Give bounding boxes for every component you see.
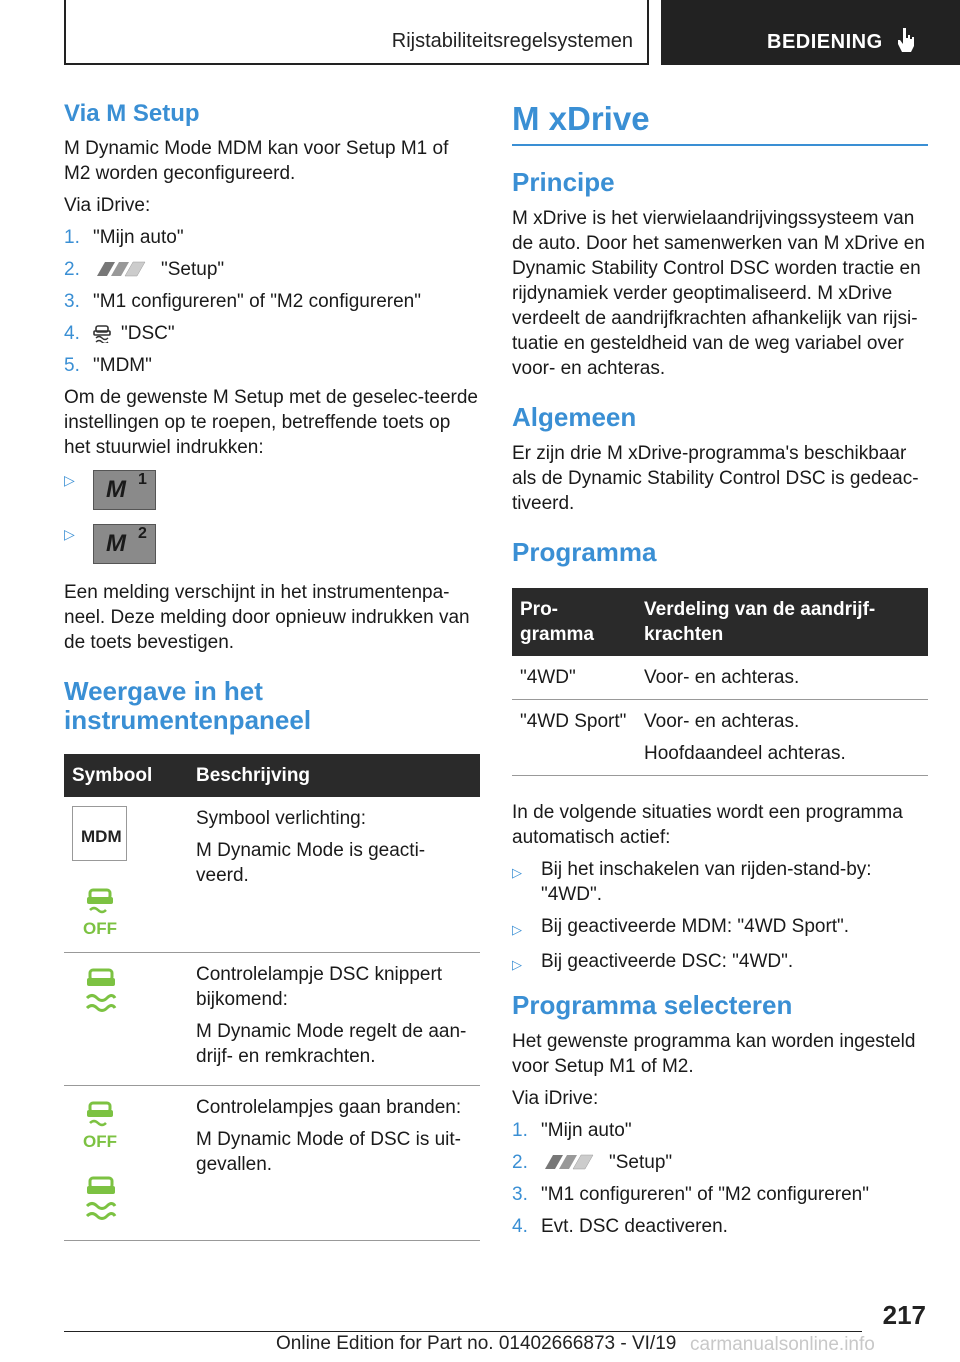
- table-row: [512, 656, 928, 700]
- triangle-bullet-icon: ▷: [512, 864, 522, 880]
- page-number: 217: [882, 1300, 926, 1330]
- dsc-warning-light-icon: [82, 1174, 120, 1224]
- m-stripes-icon: [541, 1153, 599, 1171]
- step-item: 2. "Setup": [512, 1151, 673, 1173]
- step-item: 3. "M1 configureren" of "M2 configureren": [64, 290, 421, 312]
- setup-steps: [64, 225, 480, 378]
- step-item: 5. "MDM": [64, 354, 152, 376]
- program-cell: "4WD": [512, 656, 636, 700]
- step-item: 1. "Mijn auto": [512, 1119, 632, 1141]
- description-cell: Symbool verlichting: M Dynamic Mode is geacti-veerd.: [188, 797, 480, 953]
- program-table: [512, 588, 928, 776]
- recall-text: Om de gewenste M Setup met de geselec-teerde instellingen op te roepen, betreffende toets op het stuurwiel indrukken:: [64, 386, 479, 458]
- footer-edition: Online Edition for Part no. 01402666873 - VI/19: [276, 1333, 677, 1354]
- list-item: ▷ Bij het inschakelen van rijden-stand-by: "4WD".: [512, 858, 872, 905]
- step-item: 2. "Setup": [64, 258, 225, 280]
- description-cell: Voor- en achteras. Hoofdaandeel achteras.: [636, 699, 928, 775]
- symbol-cell: [64, 1086, 188, 1241]
- dsc-off-icon: [82, 886, 118, 936]
- via-idrive-label: Via iDrive:: [512, 1087, 599, 1109]
- table-header: Beschrijving: [188, 754, 480, 797]
- algemeen-heading: Algemeen: [512, 401, 637, 432]
- header-section-box: [64, 0, 649, 65]
- via-idrive-label: Via iDrive:: [64, 194, 151, 216]
- right-column: [512, 100, 928, 1246]
- program-cell: "4WD Sport": [512, 699, 636, 775]
- m1-button-item: [64, 470, 480, 510]
- table-row: [512, 699, 928, 775]
- hand-pointer-icon: [895, 26, 917, 54]
- algemeen-text: Er zijn drie M xDrive-programma's beschikbaar als de Dynamic Stability Control DSC is gedeac-tiveerd.: [512, 442, 919, 514]
- step-item: 3. "M1 configureren" of "M2 configureren": [512, 1183, 869, 1205]
- description-cell: Controlelampjes gaan branden: M Dynamic Mode of DSC is uit-gevallen.: [188, 1086, 480, 1241]
- table-header: Verdeling van de aandrijf-krachten: [636, 588, 928, 656]
- programma-heading: Programma: [512, 536, 657, 567]
- svg-text:OFF: OFF: [83, 1132, 117, 1150]
- m2-button-item: [64, 524, 480, 564]
- m-xdrive-heading: M xDrive: [512, 100, 928, 146]
- dsc-car-icon: [93, 323, 111, 343]
- dsc-off-icon: [82, 1099, 118, 1149]
- auto-bullets: [512, 857, 928, 977]
- header-chapter-title: BEDIENING: [767, 31, 883, 53]
- display-heading: Weergave in het instrumentenpaneel: [64, 675, 312, 736]
- description-cell: Controlelampje DSC knippert bijkomend: M Dynamic Mode regelt de aan-drijf- en remkrachten.: [188, 953, 480, 1086]
- principe-heading: Principe: [512, 167, 615, 197]
- triangle-bullet-icon: ▷: [512, 956, 522, 972]
- select-heading: Programma selecteren: [512, 989, 793, 1020]
- triangle-bullet-icon: ▷: [64, 525, 75, 542]
- symbol-cell: [64, 797, 188, 953]
- triangle-bullet-icon: ▷: [512, 921, 522, 937]
- list-item: ▷ Bij geactiveerde MDM: "4WD Sport".: [512, 914, 928, 942]
- left-column: [64, 100, 480, 1241]
- step-item: 1. "Mijn auto": [64, 226, 184, 248]
- auto-text: In de volgende situaties wordt een programma automatisch actief:: [512, 801, 903, 848]
- m2-button-icon: M 2: [93, 524, 156, 564]
- header-section-title: Rijstabiliteitsregelsystemen: [391, 30, 633, 52]
- description-cell: Voor- en achteras.: [636, 656, 928, 700]
- svg-text:OFF: OFF: [83, 919, 117, 937]
- mdm-symbol-icon: MDM: [72, 806, 127, 861]
- principe-text: M xDrive is het vierwielaandrijvingssysteem van de auto. Door het samenwerken van M xDrive en Dynamic Stability Control DSC worden tractie en rijdynamiek verder geoptimaliseerd. M xDrive verdeelt de aandrijfkrachten afhankelijk van rijsi-tuatie en gesteldheid van de weg variabel over voor- en achteras.: [512, 207, 925, 379]
- list-item: ▷ Bij geactiveerde DSC: "4WD".: [512, 949, 928, 977]
- select-steps: [512, 1118, 928, 1239]
- via-setup-heading: Via M Setup: [64, 100, 200, 127]
- table-row: [64, 1086, 480, 1241]
- symbol-table: [64, 754, 480, 1241]
- table-header: Pro-gramma: [512, 588, 636, 656]
- step-item: 4. "DSC": [64, 322, 175, 344]
- table-header: Symbool: [64, 754, 188, 797]
- footer-divider: [64, 1331, 862, 1332]
- triangle-bullet-icon: ▷: [64, 471, 75, 488]
- message-text: Een melding verschijnt in het instrumentenpa-neel. Deze melding door opnieuw indrukken van de toets bevestigen.: [64, 581, 470, 653]
- symbol-cell: [64, 953, 188, 1086]
- step-item: 4. Evt. DSC deactiveren.: [512, 1215, 728, 1237]
- via-setup-text: M Dynamic Mode MDM kan voor Setup M1 of M2 worden geconfigureerd.: [64, 137, 449, 184]
- m1-button-icon: M 1: [93, 470, 156, 510]
- table-row: [64, 797, 480, 953]
- select-text: Het gewenste programma kan worden ingesteld voor Setup M1 of M2.: [512, 1030, 916, 1077]
- table-row: [64, 953, 480, 1086]
- dsc-warning-light-icon: [82, 966, 120, 1016]
- header-chapter-box: [661, 0, 960, 65]
- watermark: carmanualsonline.info: [690, 1334, 875, 1355]
- m-stripes-icon: [93, 260, 151, 278]
